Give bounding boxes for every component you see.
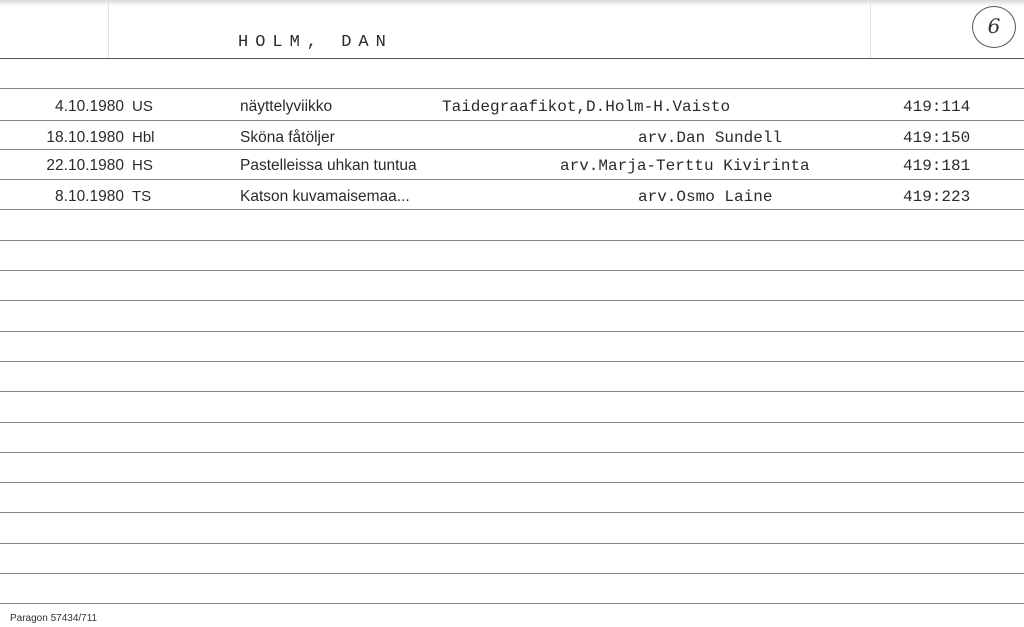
ruled-line: [0, 270, 1024, 271]
ruled-line: [0, 543, 1024, 544]
entry-date: 4.10.1980: [55, 98, 124, 115]
entry-source: US: [132, 98, 153, 115]
header-rule: [0, 58, 1024, 59]
ruled-line: [0, 361, 1024, 362]
entry-title: näyttelyviikko: [240, 98, 333, 115]
entry-title: Sköna fåtöljer: [240, 129, 335, 146]
ruled-line: [0, 179, 1024, 180]
card-number-circled: 6: [972, 6, 1016, 48]
entry-source: TS: [132, 188, 152, 205]
entry-author: arv.Osmo Laine: [638, 188, 773, 206]
entry-source: Hbl: [132, 129, 155, 146]
ruled-line: [0, 88, 1024, 89]
ruled-line: [0, 603, 1024, 604]
ruled-line: [0, 422, 1024, 423]
entry-row: [0, 185, 1024, 209]
entry-date: 8.10.1980: [55, 188, 124, 205]
ruled-line: [0, 512, 1024, 513]
printer-imprint: Paragon 57434/711: [10, 613, 98, 624]
ruled-line: [0, 300, 1024, 301]
entry-author: arv.Marja-Terttu Kivirinta: [560, 157, 810, 175]
entry-author: Taidegraafikot,D.Holm-H.Vaisto: [442, 98, 731, 116]
entry-row: [0, 126, 1024, 150]
ruled-line: [0, 573, 1024, 574]
ruled-line: [0, 391, 1024, 392]
entry-date: 22.10.1980: [46, 157, 124, 174]
ruled-line: [0, 149, 1024, 150]
ruled-line: [0, 209, 1024, 210]
entry-title: Pastelleissa uhkan tuntua: [240, 157, 417, 174]
faint-margin-line: [108, 0, 109, 58]
ruled-line: [0, 120, 1024, 121]
ruled-line: [0, 240, 1024, 241]
ruled-line: [0, 452, 1024, 453]
entry-ref: 419:181: [903, 157, 971, 175]
ruled-line: [0, 331, 1024, 332]
entry-row: [0, 95, 1024, 119]
entry-ref: 419:223: [903, 188, 971, 206]
entry-date: 18.10.1980: [46, 129, 124, 146]
entry-ref: 419:150: [903, 129, 971, 147]
ruled-line: [0, 482, 1024, 483]
entry-source: HS: [132, 157, 153, 174]
entry-author: arv.Dan Sundell: [638, 129, 783, 147]
entry-title: Katson kuvamaisemaa...: [240, 188, 410, 205]
card-heading-name: HOLM, DAN: [238, 33, 393, 52]
faint-margin-line: [870, 0, 871, 58]
entry-ref: 419:114: [903, 98, 971, 116]
entry-row: [0, 154, 1024, 178]
